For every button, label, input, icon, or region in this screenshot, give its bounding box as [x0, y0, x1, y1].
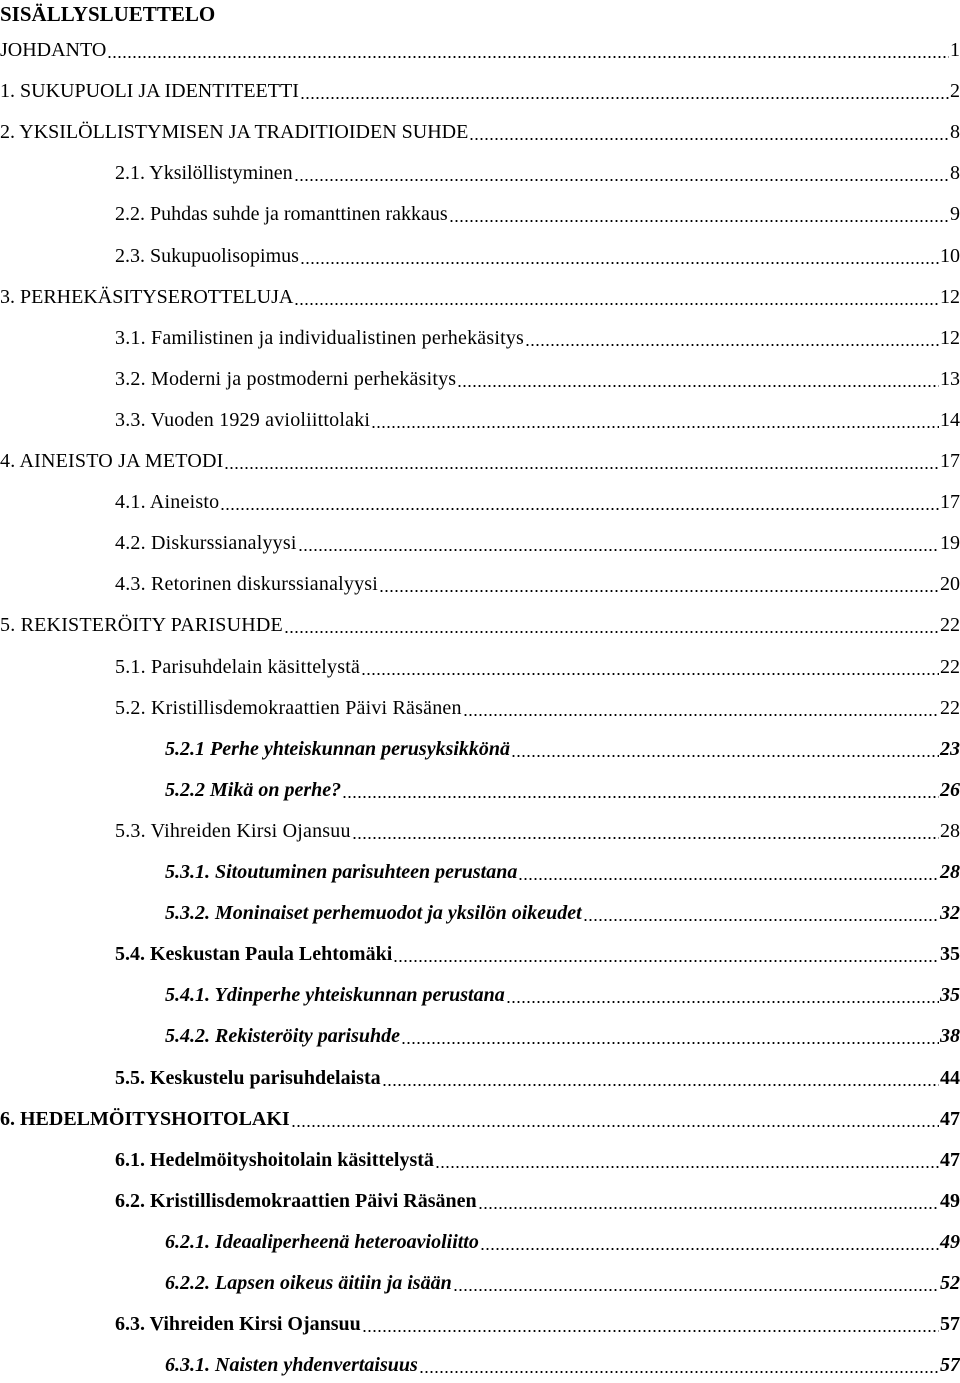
toc-leader-dots — [401, 1031, 939, 1045]
toc-entry-title: 2. YKSILÖLLISTYMISEN JA TRADITIOIDEN SUHDE — [0, 121, 469, 144]
toc-leader-dots — [453, 1278, 939, 1292]
toc-entry-title: 5.1. Parisuhdelain käsittelystä — [115, 655, 361, 678]
toc-page-number: 49 — [940, 1230, 960, 1253]
toc-leader-dots — [480, 1237, 939, 1251]
toc-page-number: 12 — [940, 326, 960, 349]
toc-page-number: 28 — [940, 861, 960, 883]
toc-entry-title: 6.1. Hedelmöityshoitolain käsittelystä — [115, 1148, 434, 1171]
toc-page-number: 47 — [940, 1148, 960, 1171]
toc-entry-title: 6.2. Kristillisdemokraattien Päivi Räsänen — [115, 1189, 477, 1212]
toc-entry-title: 3.3. Vuoden 1929 avioliittolaki — [115, 408, 371, 431]
toc-page-number: 14 — [940, 408, 960, 431]
toc-entry[interactable] — [0, 938, 960, 966]
toc-entry[interactable] — [0, 897, 960, 925]
toc-page-number: 32 — [940, 902, 960, 925]
toc-entry-title: 6.3.1. Naisten yhdenvertaisuus — [165, 1354, 418, 1377]
toc-entry-title: 5.3. Vihreiden Kirsi Ojansuu — [115, 819, 351, 842]
toc-entry[interactable] — [0, 404, 960, 432]
toc-leader-dots — [463, 703, 939, 717]
toc-entry[interactable] — [0, 116, 960, 144]
toc-leader-dots — [506, 990, 939, 1004]
toc-entry[interactable] — [0, 733, 960, 761]
toc-leader-dots — [525, 333, 939, 347]
toc-leader-dots — [361, 662, 939, 676]
toc-entry[interactable] — [0, 774, 960, 802]
toc-leader-dots — [294, 292, 939, 306]
toc-entry[interactable] — [0, 198, 960, 226]
toc-page-number: 9 — [950, 203, 960, 226]
toc-page-number: 19 — [940, 532, 960, 555]
toc-page-number: 28 — [940, 819, 960, 842]
toc-entry[interactable] — [0, 1144, 960, 1172]
toc-entry[interactable] — [0, 363, 960, 391]
toc-page-number: 47 — [940, 1107, 960, 1130]
toc-page-number: 10 — [940, 244, 960, 267]
toc-page-number: 12 — [940, 285, 960, 308]
toc-page-number: 1 — [950, 39, 960, 61]
toc-entry[interactable] — [0, 1103, 960, 1131]
toc-page-number: 44 — [940, 1066, 960, 1089]
toc-entry[interactable] — [0, 527, 960, 555]
toc-page-number: 52 — [940, 1272, 960, 1294]
toc-leader-dots — [371, 415, 939, 429]
toc-leader-dots — [220, 497, 939, 511]
toc-entry[interactable] — [0, 979, 960, 1007]
toc-leader-dots — [511, 744, 939, 758]
toc-entry[interactable] — [0, 1020, 960, 1048]
toc-entry-title: 5.4. Keskustan Paula Lehtomäki — [115, 943, 393, 966]
toc-page-number: 13 — [940, 367, 960, 390]
toc-entry-title: 5.2.1 Perhe yhteiskunnan perusyksikkönä — [165, 737, 511, 760]
toc-entry-title: 4.3. Retorinen diskurssianalyysi — [115, 573, 379, 596]
toc-leader-dots — [362, 1319, 939, 1333]
toc-entry-title: 5.2. Kristillisdemokraattien Päivi Räsänen — [115, 696, 462, 719]
toc-entry-title: JOHDANTO — [0, 39, 107, 61]
toc-entry[interactable] — [0, 609, 960, 637]
toc-page-number: 8 — [950, 121, 960, 144]
toc-entry-title: 3.1. Familistinen ja individualistinen perhekäsitys — [115, 326, 525, 349]
toc-entry-title: 5.4.2. Rekisteröity parisuhde — [165, 1025, 401, 1048]
toc-entry[interactable] — [0, 651, 960, 679]
toc-entry[interactable] — [0, 486, 960, 514]
toc-leader-dots — [379, 579, 939, 593]
toc-entry[interactable] — [0, 240, 960, 268]
toc-entry[interactable] — [0, 1349, 960, 1377]
toc-page-number: 22 — [940, 655, 960, 678]
toc-entry-title: 6.2.2. Lapsen oikeus äitiin ja isään — [165, 1272, 452, 1294]
toc-page-number: 20 — [940, 573, 960, 596]
toc-entry-title: 5.3.2. Moninaiset perhemuodot ja yksilön oikeudet — [165, 902, 582, 925]
toc-entry-title: 2.1. Yksilöllistyminen — [115, 162, 293, 185]
toc-entry-title: 1. SUKUPUOLI JA IDENTITEETTI — [0, 80, 299, 103]
toc-entry-title: 5. REKISTERÖITY PARISUHDE — [0, 614, 283, 637]
toc-leader-dots — [300, 86, 949, 100]
toc-entry[interactable] — [0, 34, 960, 62]
toc-page-number: 49 — [940, 1189, 960, 1212]
toc-page-number: 57 — [940, 1354, 960, 1377]
toc-entry[interactable] — [0, 856, 960, 884]
toc-page-number: 2 — [950, 80, 960, 103]
toc-entry[interactable] — [0, 568, 960, 596]
toc-leader-dots — [382, 1073, 939, 1087]
toc-leader-dots — [419, 1360, 939, 1374]
toc-entry[interactable] — [0, 692, 960, 720]
toc-leader-dots — [449, 209, 949, 223]
toc-page-number: 23 — [940, 737, 960, 760]
toc-entry-title: 6. HEDELMÖITYSHOITOLAKI — [0, 1107, 290, 1130]
toc-entry[interactable] — [0, 75, 960, 103]
toc-page-number: 26 — [940, 778, 960, 801]
toc-leader-dots — [457, 374, 939, 388]
toc-leader-dots — [300, 251, 939, 265]
toc-leader-dots — [478, 1196, 939, 1210]
toc-entry-title: 2.3. Sukupuolisopimus — [115, 244, 299, 267]
toc-entry[interactable] — [0, 1267, 960, 1295]
toc-leader-dots — [435, 1155, 939, 1169]
toc-page-number: 38 — [940, 1025, 960, 1048]
toc-entry-title: 4.1. Aineisto — [115, 491, 220, 514]
toc-entry-title: 2.2. Puhdas suhde ja romanttinen rakkaus — [115, 203, 448, 226]
toc-entry[interactable] — [0, 1185, 960, 1213]
toc-entry-title: 6.2.1. Ideaaliperheenä heteroavioliitto — [165, 1230, 479, 1253]
toc-entry-title: 6.3. Vihreiden Kirsi Ojansuu — [115, 1313, 361, 1336]
toc-entry[interactable] — [0, 445, 960, 473]
toc-leader-dots — [298, 538, 939, 552]
toc-entry-title: 4.2. Diskurssianalyysi — [115, 532, 297, 555]
toc-leader-dots — [518, 867, 939, 881]
toc-entry[interactable] — [0, 1226, 960, 1254]
toc-heading: SISÄLLYSLUETTELO — [0, 2, 216, 26]
toc-entry[interactable] — [0, 1062, 960, 1090]
toc-leader-dots — [342, 785, 939, 799]
toc-leader-dots — [224, 456, 939, 470]
toc-entry[interactable] — [0, 281, 960, 309]
toc-leader-dots — [352, 826, 939, 840]
toc-page-number: 35 — [940, 984, 960, 1007]
toc-page-number: 57 — [940, 1313, 960, 1336]
toc-page-number: 17 — [940, 450, 960, 472]
toc-entry[interactable] — [0, 322, 960, 350]
toc-leader-dots — [284, 620, 939, 634]
toc-leader-dots — [107, 45, 949, 59]
toc-page-number: 35 — [940, 943, 960, 966]
toc-entry-title: 5.5. Keskustelu parisuhdelaista — [115, 1066, 381, 1089]
toc-entry-title: 5.3.1. Sitoutuminen parisuhteen perustana — [165, 861, 518, 883]
toc-leader-dots — [469, 127, 949, 141]
toc-entry-title: 3. PERHEKÄSITYSEROTTELUJA — [0, 285, 294, 308]
toc-page-number: 17 — [940, 491, 960, 514]
toc-leader-dots — [583, 908, 939, 922]
toc-entry-title: 3.2. Moderni ja postmoderni perhekäsitys — [115, 367, 457, 390]
toc-leader-dots — [393, 949, 939, 963]
toc-page-number: 22 — [940, 696, 960, 719]
toc-entry-title: 4. AINEISTO JA METODI — [0, 450, 224, 472]
toc-entry-title: 5.4.1. Ydinperhe yhteiskunnan perustana — [165, 984, 505, 1007]
toc-page-number: 8 — [950, 162, 960, 185]
toc-entry-title: 5.2.2 Mikä on perhe? — [165, 778, 342, 801]
toc-leader-dots — [294, 168, 949, 182]
toc-page-number: 22 — [940, 614, 960, 637]
toc-entry[interactable] — [0, 815, 960, 843]
toc-leader-dots — [291, 1114, 939, 1128]
toc-entry[interactable] — [0, 1308, 960, 1336]
toc-entry[interactable] — [0, 157, 960, 185]
